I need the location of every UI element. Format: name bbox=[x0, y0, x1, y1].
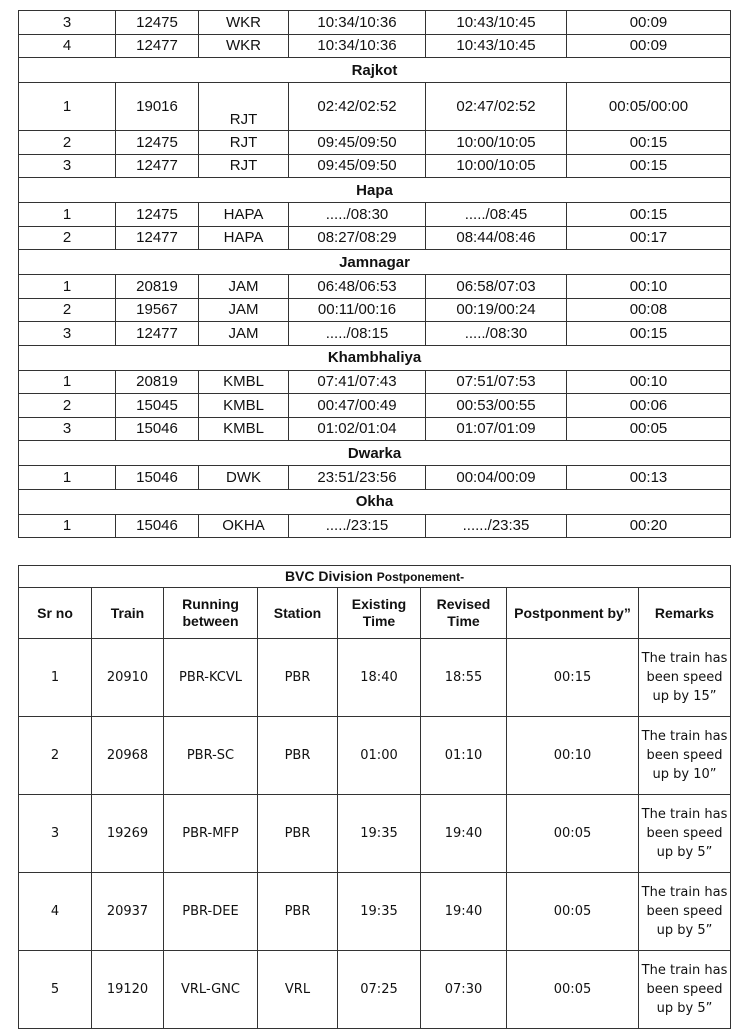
cell-existing: 09:45/09:50 bbox=[289, 131, 426, 155]
cell-station: PBR bbox=[258, 873, 338, 951]
cell-train: 19567 bbox=[116, 298, 199, 322]
cell-station: JAM bbox=[199, 298, 289, 322]
cell-station: KMBL bbox=[199, 417, 289, 441]
column-header: Sr no bbox=[19, 588, 92, 639]
cell-existing: 10:34/10:36 bbox=[289, 11, 426, 35]
cell-sr: 3 bbox=[19, 11, 116, 35]
column-header: Station bbox=[258, 588, 338, 639]
cell-existing: 18:40 bbox=[338, 639, 421, 717]
cell-sr: 2 bbox=[19, 131, 116, 155]
cell-by: 00:05 bbox=[507, 795, 639, 873]
cell-existing: 02:42/02:52 bbox=[289, 83, 426, 131]
bvc-title bbox=[19, 566, 731, 588]
cell-station: RJT bbox=[199, 131, 289, 155]
cell-route: PBR-KCVL bbox=[164, 639, 258, 717]
cell-train: 12475 bbox=[116, 131, 199, 155]
cell-station: KMBL bbox=[199, 394, 289, 418]
cell-route: PBR-DEE bbox=[164, 873, 258, 951]
cell-diff: 00:08 bbox=[567, 298, 731, 322]
cell-station: RJT bbox=[199, 83, 289, 131]
cell-sr: 2 bbox=[19, 717, 92, 795]
cell-train: 20968 bbox=[92, 717, 164, 795]
cell-revised: 10:00/10:05 bbox=[426, 131, 567, 155]
cell-train: 12477 bbox=[116, 154, 199, 178]
cell-existing: 01:02/01:04 bbox=[289, 417, 426, 441]
cell-station: OKHA bbox=[199, 514, 289, 538]
cell-revised: 10:00/10:05 bbox=[426, 154, 567, 178]
cell-diff: 00:13 bbox=[567, 466, 731, 490]
cell-existing: 07:25 bbox=[338, 951, 421, 1029]
table-row bbox=[19, 275, 731, 299]
cell-diff: 00:17 bbox=[567, 226, 731, 250]
cell-diff: 00:20 bbox=[567, 514, 731, 538]
column-header: Postponment by” bbox=[507, 588, 639, 639]
cell-by: 00:15 bbox=[507, 639, 639, 717]
cell-train: 20819 bbox=[116, 370, 199, 394]
cell-train: 19120 bbox=[92, 951, 164, 1029]
cell-existing: 10:34/10:36 bbox=[289, 34, 426, 58]
halt-timing-table bbox=[18, 10, 731, 538]
cell-revised: 06:58/07:03 bbox=[426, 275, 567, 299]
cell-station: DWK bbox=[199, 466, 289, 490]
cell-train: 12477 bbox=[116, 226, 199, 250]
cell-station: PBR bbox=[258, 717, 338, 795]
cell-station: PBR bbox=[258, 639, 338, 717]
table-row bbox=[19, 370, 731, 394]
cell-station: PBR bbox=[258, 795, 338, 873]
cell-diff: 00:05 bbox=[567, 417, 731, 441]
cell-sr: 3 bbox=[19, 417, 116, 441]
cell-train: 20937 bbox=[92, 873, 164, 951]
cell-sr: 2 bbox=[19, 394, 116, 418]
cell-remarks: The train has been speed up by 5” bbox=[639, 795, 731, 873]
cell-existing: ...../23:15 bbox=[289, 514, 426, 538]
cell-train: 20910 bbox=[92, 639, 164, 717]
cell-station: VRL bbox=[258, 951, 338, 1029]
column-header: Train bbox=[92, 588, 164, 639]
cell-diff: 00:10 bbox=[567, 370, 731, 394]
cell-sr: 2 bbox=[19, 298, 116, 322]
column-header: Existing Time bbox=[338, 588, 421, 639]
cell-revised: 02:47/02:52 bbox=[426, 83, 567, 131]
bvc-title-main: BVC Division bbox=[284, 567, 373, 584]
cell-existing: 19:35 bbox=[338, 795, 421, 873]
section-header-row bbox=[19, 58, 731, 83]
table-row bbox=[19, 226, 731, 250]
cell-existing: ...../08:15 bbox=[289, 322, 426, 346]
table-row bbox=[19, 154, 731, 178]
cell-diff: 00:05/00:00 bbox=[567, 83, 731, 131]
cell-existing: 00:11/00:16 bbox=[289, 298, 426, 322]
cell-existing: 09:45/09:50 bbox=[289, 154, 426, 178]
cell-train: 12477 bbox=[116, 34, 199, 58]
cell-sr: 1 bbox=[19, 370, 116, 394]
cell-sr: 3 bbox=[19, 795, 92, 873]
table-row bbox=[19, 795, 731, 873]
table-row bbox=[19, 11, 731, 35]
cell-train: 15046 bbox=[116, 466, 199, 490]
cell-revised: 00:19/00:24 bbox=[426, 298, 567, 322]
table-row bbox=[19, 203, 731, 227]
cell-sr: 1 bbox=[19, 203, 116, 227]
cell-station: KMBL bbox=[199, 370, 289, 394]
cell-revised: 10:43/10:45 bbox=[426, 34, 567, 58]
cell-station: HAPA bbox=[199, 226, 289, 250]
table-row bbox=[19, 417, 731, 441]
cell-train: 15046 bbox=[116, 514, 199, 538]
table-row bbox=[19, 83, 731, 131]
cell-sr: 1 bbox=[19, 639, 92, 717]
cell-revised: 01:07/01:09 bbox=[426, 417, 567, 441]
cell-diff: 00:06 bbox=[567, 394, 731, 418]
cell-existing: 23:51/23:56 bbox=[289, 466, 426, 490]
cell-revised: 10:43/10:45 bbox=[426, 11, 567, 35]
cell-route: VRL-GNC bbox=[164, 951, 258, 1029]
bvc-body bbox=[19, 639, 731, 1029]
bvc-header-row bbox=[19, 588, 731, 639]
cell-sr: 3 bbox=[19, 322, 116, 346]
cell-sr: 1 bbox=[19, 514, 116, 538]
table-row bbox=[19, 717, 731, 795]
cell-diff: 00:15 bbox=[567, 322, 731, 346]
cell-revised: 07:30 bbox=[421, 951, 507, 1029]
cell-by: 00:10 bbox=[507, 717, 639, 795]
cell-train: 19269 bbox=[92, 795, 164, 873]
cell-station: JAM bbox=[199, 322, 289, 346]
cell-revised: 00:04/00:09 bbox=[426, 466, 567, 490]
cell-remarks: The train has been speed up by 15” bbox=[639, 639, 731, 717]
cell-diff: 00:15 bbox=[567, 131, 731, 155]
cell-by: 00:05 bbox=[507, 951, 639, 1029]
cell-revised: 01:10 bbox=[421, 717, 507, 795]
cell-diff: 00:10 bbox=[567, 275, 731, 299]
cell-diff: 00:09 bbox=[567, 34, 731, 58]
section-name: Okha bbox=[19, 489, 731, 514]
cell-sr: 4 bbox=[19, 34, 116, 58]
section-header-row bbox=[19, 178, 731, 203]
cell-revised: ...../08:45 bbox=[426, 203, 567, 227]
cell-revised: 18:55 bbox=[421, 639, 507, 717]
cell-remarks: The train has been speed up by 10” bbox=[639, 717, 731, 795]
cell-revised: 00:53/00:55 bbox=[426, 394, 567, 418]
cell-train: 15045 bbox=[116, 394, 199, 418]
cell-sr: 3 bbox=[19, 154, 116, 178]
cell-existing: 19:35 bbox=[338, 873, 421, 951]
bvc-title-sub: Postponement- bbox=[376, 569, 465, 584]
cell-by: 00:05 bbox=[507, 873, 639, 951]
section-header-row bbox=[19, 441, 731, 466]
cell-revised: ....../23:35 bbox=[426, 514, 567, 538]
section-name: Rajkot bbox=[19, 58, 731, 83]
cell-existing: ...../08:30 bbox=[289, 203, 426, 227]
table-row bbox=[19, 514, 731, 538]
cell-station: HAPA bbox=[199, 203, 289, 227]
cell-remarks: The train has been speed up by 5” bbox=[639, 873, 731, 951]
cell-station: WKR bbox=[199, 34, 289, 58]
cell-existing: 00:47/00:49 bbox=[289, 394, 426, 418]
cell-station: WKR bbox=[199, 11, 289, 35]
cell-sr: 1 bbox=[19, 466, 116, 490]
cell-existing: 07:41/07:43 bbox=[289, 370, 426, 394]
table-row bbox=[19, 34, 731, 58]
cell-sr: 4 bbox=[19, 873, 92, 951]
cell-train: 12475 bbox=[116, 203, 199, 227]
bvc-title-row bbox=[19, 566, 731, 588]
cell-train: 12477 bbox=[116, 322, 199, 346]
cell-diff: 00:09 bbox=[567, 11, 731, 35]
halt-timing-body bbox=[19, 11, 731, 538]
column-header: Revised Time bbox=[421, 588, 507, 639]
cell-revised: 07:51/07:53 bbox=[426, 370, 567, 394]
cell-train: 15046 bbox=[116, 417, 199, 441]
section-name: Dwarka bbox=[19, 441, 731, 466]
table-row bbox=[19, 639, 731, 717]
section-name: Hapa bbox=[19, 178, 731, 203]
cell-remarks: The train has been speed up by 5” bbox=[639, 951, 731, 1029]
bvc-postponement-table bbox=[18, 565, 731, 1029]
cell-station: RJT bbox=[199, 154, 289, 178]
section-name: Khambhaliya bbox=[19, 345, 731, 370]
section-header-row bbox=[19, 250, 731, 275]
section-header-row bbox=[19, 345, 731, 370]
cell-revised: 08:44/08:46 bbox=[426, 226, 567, 250]
cell-sr: 2 bbox=[19, 226, 116, 250]
table-row bbox=[19, 951, 731, 1029]
cell-revised: 19:40 bbox=[421, 873, 507, 951]
column-header: Remarks bbox=[639, 588, 731, 639]
table-row bbox=[19, 394, 731, 418]
cell-sr: 5 bbox=[19, 951, 92, 1029]
cell-route: PBR-MFP bbox=[164, 795, 258, 873]
cell-existing: 08:27/08:29 bbox=[289, 226, 426, 250]
table-row bbox=[19, 466, 731, 490]
cell-revised: 19:40 bbox=[421, 795, 507, 873]
cell-station: JAM bbox=[199, 275, 289, 299]
cell-existing: 01:00 bbox=[338, 717, 421, 795]
cell-route: PBR-SC bbox=[164, 717, 258, 795]
cell-existing: 06:48/06:53 bbox=[289, 275, 426, 299]
cell-sr: 1 bbox=[19, 275, 116, 299]
cell-diff: 00:15 bbox=[567, 154, 731, 178]
cell-revised: ...../08:30 bbox=[426, 322, 567, 346]
section-name: Jamnagar bbox=[19, 250, 731, 275]
cell-train: 19016 bbox=[116, 83, 199, 131]
cell-train: 20819 bbox=[116, 275, 199, 299]
table-row bbox=[19, 298, 731, 322]
cell-train: 12475 bbox=[116, 11, 199, 35]
column-header: Running between bbox=[164, 588, 258, 639]
table-row bbox=[19, 873, 731, 951]
cell-diff: 00:15 bbox=[567, 203, 731, 227]
section-header-row bbox=[19, 489, 731, 514]
table-row bbox=[19, 322, 731, 346]
table-row bbox=[19, 131, 731, 155]
cell-sr: 1 bbox=[19, 83, 116, 131]
